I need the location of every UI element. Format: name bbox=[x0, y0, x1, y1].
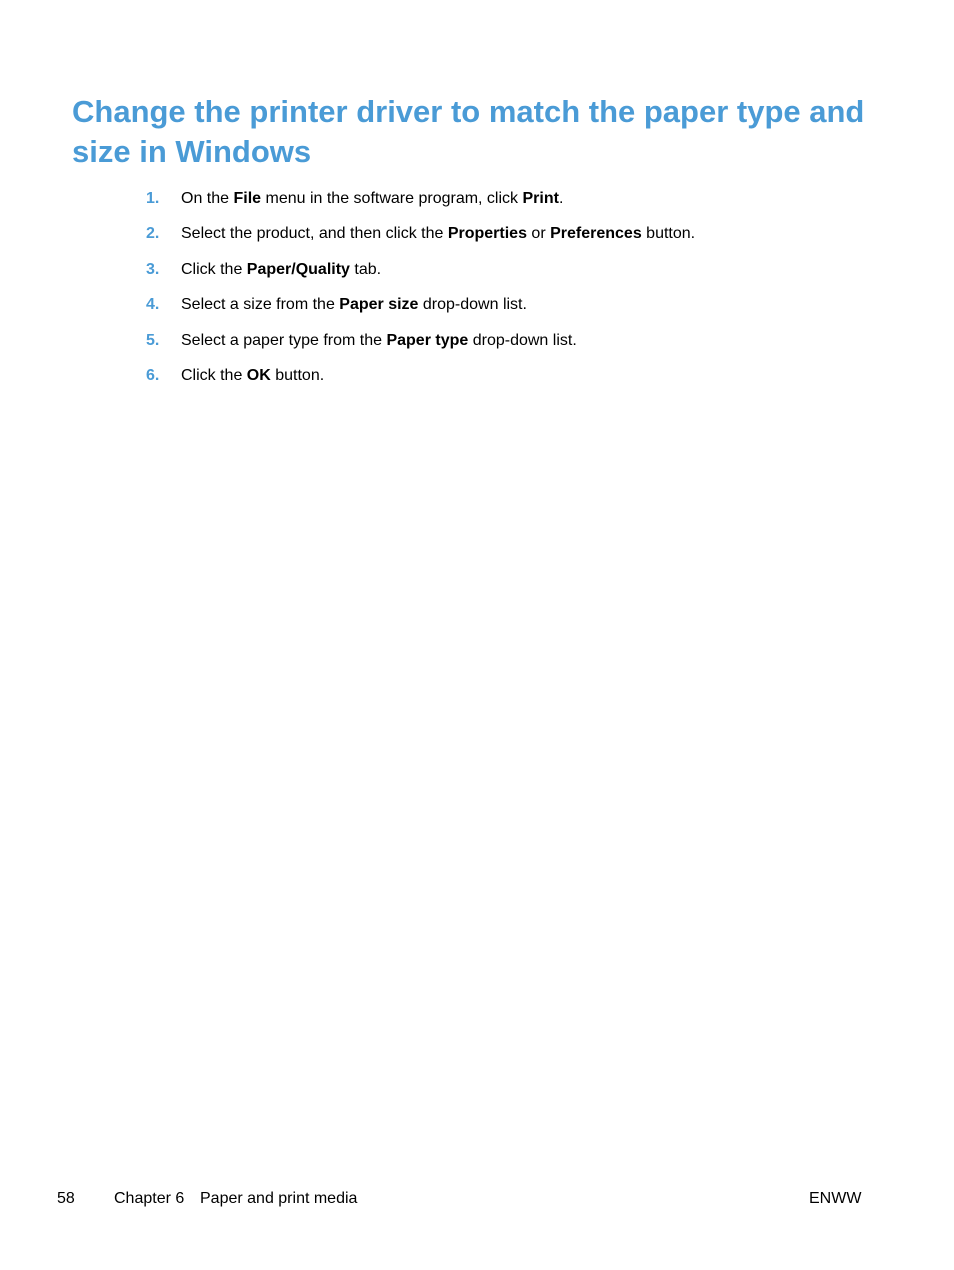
step-number: 3. bbox=[146, 260, 160, 278]
step-text-run: Click the bbox=[181, 366, 247, 384]
step-text bbox=[181, 361, 324, 391]
page-title: Change the printer driver to match the paper type and size in Windows bbox=[72, 94, 865, 169]
step-text-run: drop-down list. bbox=[418, 296, 527, 314]
step-number: 1. bbox=[146, 190, 160, 207]
step-ui-term: Preferences bbox=[550, 225, 642, 243]
step-text-run: tab. bbox=[349, 260, 382, 278]
step-text-run: Select a size from the bbox=[181, 296, 340, 314]
step-number: 4. bbox=[146, 296, 160, 314]
step-text-run: button. bbox=[270, 366, 325, 384]
step-text-run: Click the bbox=[181, 260, 247, 278]
step-item bbox=[0, 184, 954, 219]
step-ui-term: Paper size bbox=[339, 296, 419, 314]
step-text bbox=[181, 184, 563, 214]
step-item bbox=[0, 255, 954, 290]
step-ui-term: Paper type bbox=[386, 331, 469, 349]
step-text bbox=[181, 290, 527, 320]
step-text-run: . bbox=[558, 190, 564, 207]
footer-document-code: ENWW bbox=[809, 1190, 862, 1207]
step-text-run: menu in the software program, click bbox=[261, 190, 523, 207]
footer-section-title: Paper and print media bbox=[200, 1190, 358, 1207]
step-number: 2. bbox=[146, 225, 160, 243]
step-text-run: button. bbox=[641, 225, 696, 243]
step-ui-term: Paper/Quality bbox=[246, 260, 350, 278]
step-item bbox=[0, 326, 954, 361]
step-text-run: Select a paper type from the bbox=[181, 331, 387, 349]
footer-page-number: 58 bbox=[57, 1190, 75, 1207]
step-number: 5. bbox=[146, 331, 160, 349]
step-ui-term: OK bbox=[246, 366, 271, 384]
step-ui-term: Print bbox=[522, 190, 559, 207]
step-text-run: or bbox=[526, 225, 551, 243]
step-text-run: On the bbox=[181, 190, 234, 207]
step-text-run: Select the product, and then click the bbox=[181, 225, 448, 243]
footer-chapter: Chapter 6 bbox=[114, 1190, 185, 1207]
step-item bbox=[0, 290, 954, 325]
step-item bbox=[0, 219, 954, 254]
step-text bbox=[181, 255, 381, 285]
step-text-run: drop-down list. bbox=[468, 331, 577, 349]
step-ui-term: File bbox=[233, 190, 262, 207]
step-text bbox=[181, 326, 577, 356]
step-ui-term: Properties bbox=[447, 225, 527, 243]
step-number: 6. bbox=[146, 366, 160, 384]
step-item bbox=[0, 361, 954, 396]
steps-list bbox=[0, 184, 954, 396]
step-text bbox=[181, 219, 695, 249]
